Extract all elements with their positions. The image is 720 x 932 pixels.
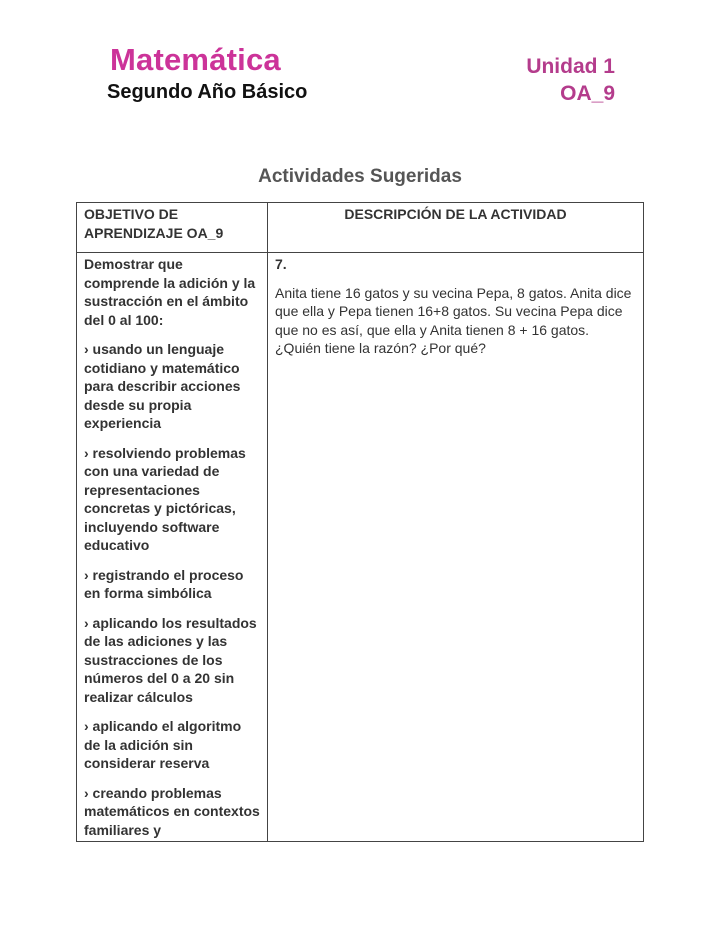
unit-label: Unidad 1 <box>526 55 615 78</box>
header-description: DESCRIPCIÓN DE LA ACTIVIDAD <box>268 203 644 253</box>
subject-title: Matemática <box>110 42 281 77</box>
objective-item: › usando un lenguaje cotidiano y matemático para describir acciones desde su propia experiencia <box>84 341 241 431</box>
activity-cell <box>268 253 644 842</box>
objective-item: › creando problemas matemáticos en contextos familiares y <box>84 784 260 838</box>
objective-item: › registrando el proceso en forma simbólica <box>84 566 244 601</box>
activity-number: 7. <box>275 256 287 272</box>
objective-item: › resolviendo problemas con una variedad de representaciones concretas y pictóricas, incluyendo software educativo <box>84 444 246 553</box>
objective-intro: Demostrar que comprende la adición y la sustracción en el ámbito del 0 al 100: <box>84 256 256 328</box>
grade-subtitle: Segundo Año Básico <box>107 81 308 103</box>
objective-item: › aplicando el algoritmo de la adición sin considerar reserva <box>84 718 242 771</box>
table-row <box>77 253 644 842</box>
table-header-row <box>77 203 644 253</box>
section-title: Actividades Sugeridas <box>258 166 462 187</box>
header-objective: OBJETIVO DE APRENDIZAJE OA_9 <box>77 203 268 253</box>
unit-block <box>526 53 615 107</box>
objective-code: OA_9 <box>560 82 615 105</box>
activities-table <box>76 202 644 842</box>
objective-cell <box>77 253 268 842</box>
objective-item: › aplicando los resultados de las adiciones y las sustracciones de los números del 0 a 20 sin realizar cálculos <box>84 614 257 705</box>
activity-text: Anita tiene 16 gatos y su vecina Pepa, 8 gatos. Anita dice que ella y Pepa tienen 16+8 gatos. Su vecina Pepa dice que no es así, que ella y Anita tienen 8 + 16 gatos. ¿Quién tiene la razón? ¿Por qué? <box>275 284 632 356</box>
